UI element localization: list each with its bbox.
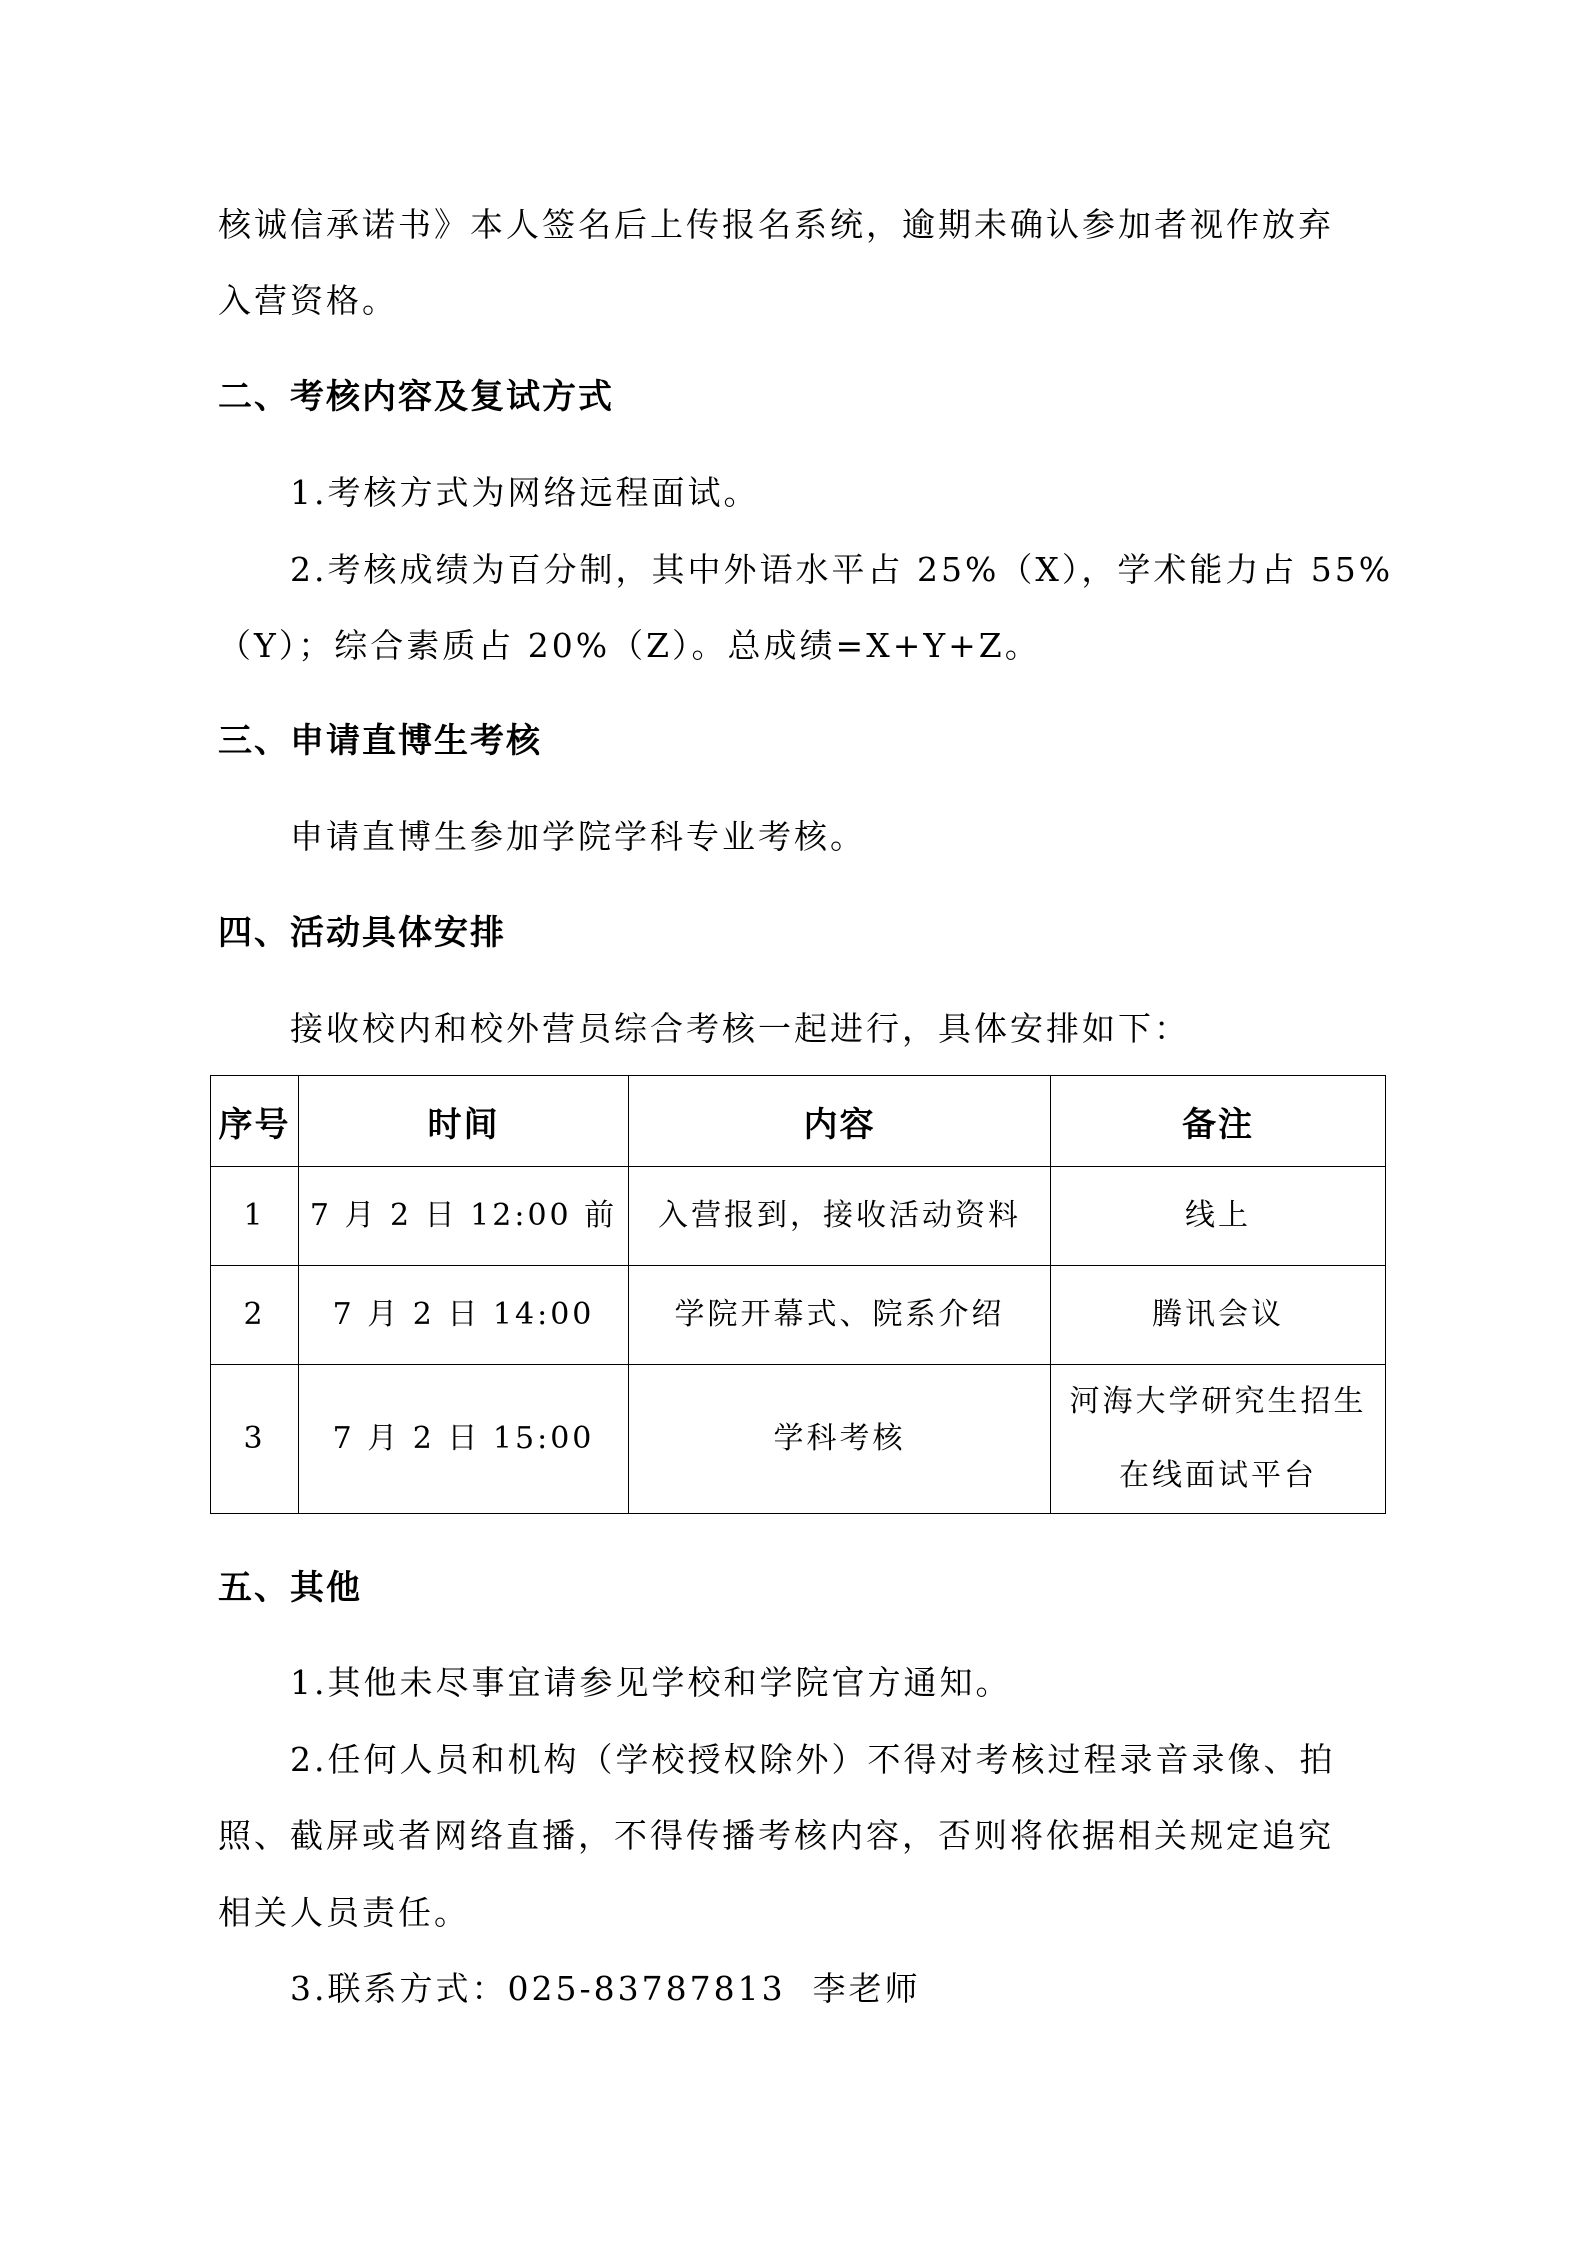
- section-heading-5: 五、其他: [218, 1568, 362, 1608]
- paragraph-line: 照、截屏或者网络直播，不得传播考核内容，否则将依据相关规定追究: [218, 1816, 1334, 1855]
- paragraph-line: 1.其他未尽事宜请参见学校和学院官方通知。: [290, 1663, 1012, 1702]
- section-heading-4: 四、活动具体安排: [218, 913, 506, 953]
- table-cell-time: 7 月 2 日 12:00 前: [299, 1167, 629, 1266]
- paragraph-line: 相关人员责任。: [218, 1893, 470, 1932]
- paragraph-line: 核诚信承诺书》本人签名后上传报名系统，逾期未确认参加者视作放弃: [218, 205, 1334, 244]
- table-cell-time: 7 月 2 日 14:00: [299, 1266, 629, 1365]
- table-row: [211, 1167, 1386, 1266]
- paragraph-line: 申请直博生参加学院学科专业考核。: [290, 817, 866, 856]
- table-cell-no: 1: [211, 1167, 299, 1266]
- table-cell-content: 入营报到，接收活动资料: [629, 1167, 1051, 1266]
- table-cell-content: 学科考核: [629, 1365, 1051, 1514]
- paragraph-line: （Y）；综合素质占 20%（Z）。总成绩=X+Y+Z。: [218, 626, 1041, 665]
- table-header-cell: 内容: [629, 1076, 1051, 1167]
- contact-line: 3.联系方式：025-83787813 李老师: [290, 1969, 921, 2008]
- table-row: [211, 1365, 1386, 1514]
- table-cell-time: 7 月 2 日 15:00: [299, 1365, 629, 1514]
- table-row: [211, 1266, 1386, 1365]
- table-cell-no: 3: [211, 1365, 299, 1514]
- table-cell-note: 线上: [1051, 1167, 1386, 1266]
- table-cell-content: 学院开幕式、院系介绍: [629, 1266, 1051, 1365]
- table-cell-note-line: 在线面试平台: [1119, 1458, 1317, 1493]
- section-heading-3: 三、申请直博生考核: [218, 721, 542, 761]
- table-cell-no: 2: [211, 1266, 299, 1365]
- table-header-cell: 序号: [211, 1076, 299, 1167]
- table-header-row: [211, 1076, 1386, 1167]
- paragraph-line: 2.考核成绩为百分制，其中外语水平占 25%（X），学术能力占 55%: [290, 550, 1394, 589]
- paragraph-line: 入营资格。: [218, 281, 398, 320]
- paragraph-line: 1.考核方式为网络远程面试。: [290, 473, 760, 512]
- table-cell-note: [1051, 1365, 1386, 1514]
- table-cell-note: 腾讯会议: [1051, 1266, 1386, 1365]
- schedule-table: [210, 1075, 1386, 1514]
- table-header-cell: 备注: [1051, 1076, 1386, 1167]
- table-cell-note-line: 河海大学研究生招生: [1069, 1384, 1367, 1419]
- paragraph-line: 2.任何人员和机构（学校授权除外）不得对考核过程录音录像、拍: [290, 1740, 1336, 1779]
- section-heading-2: 二、考核内容及复试方式: [218, 377, 614, 417]
- paragraph-line: 接收校内和校外营员综合考核一起进行，具体安排如下：: [290, 1009, 1190, 1048]
- table-header-cell: 时间: [299, 1076, 629, 1167]
